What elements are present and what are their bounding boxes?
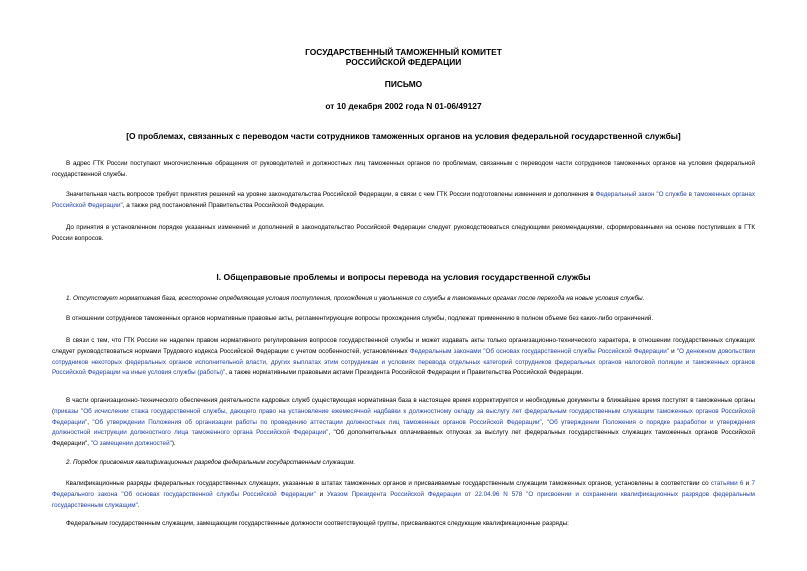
paragraph-4: 1. Отсутствует нормативная база, всесторонне определяющая условия поступления, прохождения и увольнения со службы в таможенных органах после перехода на новые условия службы.: [66, 295, 645, 302]
decree-link-qualification-ranks[interactable]: Указом Президента Российской Федерации от 22.04.96 N 578 "О присвоении и сохранении квалификационных разрядов федеральным государственным служащим": [52, 490, 755, 509]
order-link-job-instruction[interactable]: "Об утверждении Положения о порядке разработки и утверждения должностной инструкции должностного лица таможенного органа Российской Федерации": [52, 418, 756, 437]
law-link-state-service-basics[interactable]: Федеральным законами "Об основах государственной службы Российской Федерации": [409, 347, 669, 355]
paragraph-7: [52, 396, 755, 450]
paragraph-9: [52, 479, 755, 511]
law-link-article-6[interactable]: статьями 6: [710, 480, 744, 487]
paragraph-text: ).: [171, 440, 176, 448]
document-subject: [О проблемах, связанных с переводом части сотрудников таможенных органов на условия федеральной государственной службы]: [126, 131, 681, 141]
paragraph-text: и: [315, 490, 328, 498]
paragraph-text: .: [137, 501, 140, 509]
order-link-service-experience[interactable]: приказы "Об исчислении стажа государственной службы, дающего право на установление ежемесячной надбавки к должностному окладу за выслугу лет федеральным государственным служащим таможенных органов Российской Федерации": [52, 407, 755, 426]
paragraph-text: В части организационно-технического обеспечения деятельности кадровых служб существующая нормативная база в настоящее время корректируется и необходимые документы в ближайшее время поступят в таможенные органы (: [52, 397, 755, 415]
organization-name: ГОСУДАРСТВЕННЫЙ ТАМОЖЕННЫЙ КОМИТЕТ: [305, 47, 502, 57]
paragraph-5: В отношении сотрудников таможенных органов нормативные правовые акты, регламентирующие вопросы прохождения службы, подлежат применению в полном объеме без каких-либо ограничений.: [66, 315, 654, 322]
order-link-position-filling[interactable]: "О замещении должностей": [90, 440, 172, 448]
paragraph-text: , а также ряд постановлений Правительства Российской Федерации.: [122, 201, 325, 209]
paragraph-text: и: [668, 347, 677, 355]
paragraph-10: Федеральным государственным служащим, замещающим государственные должности соответствующей группы, присваиваются следующие квалификационные разряды:: [66, 520, 569, 527]
paragraph-text: , а также нормативными правовыми актами Президента Российской Федерации и Правительства Российской Федерации.: [225, 369, 584, 377]
paragraph-6: [52, 336, 755, 379]
paragraph-8: 2. Порядок присвоения квалификационных разрядов федеральным государственным служащим.: [66, 459, 356, 466]
law-link-customs-service[interactable]: Федеральный закон "О службе в таможенных органах Российской Федерации": [52, 191, 755, 209]
paragraph-text: и: [743, 480, 752, 487]
paragraph-text: Квалификационные разряды федеральных государственных служащих, указанные в штатах таможенных органов и присваиваемые государственным служащим таможенных органов, установлены в соответствии со: [66, 480, 711, 487]
paragraph-text: Значительная часть вопросов требует принятия решений на уровне законодательства Российской Федерации, в связи с чем ГТК России подготовлены изменения и дополнения в: [66, 191, 596, 198]
law-link-article-7[interactable]: 7 Федерального закона "Об основах государственной службы Российской Федерации": [52, 480, 755, 498]
paragraph-text: ,: [541, 418, 547, 426]
paragraph-2: [52, 190, 755, 212]
document-type: ПИСЬМО: [384, 79, 423, 89]
law-link-monetary-allowance[interactable]: "О денежном довольствии сотрудников некоторых федеральных органов исполнительной власти, других выплатах этим сотрудникам и условиях перевода отдельных категорий сотрудников федеральных органов налоговой полиции и таможенных органов Российской Федерации на иные условия службы (работы)": [52, 347, 755, 377]
paragraph-text: В связи с тем, что ГТК России не наделен правом нормативного регулирования вопросов государственной службы и может издавать акты только организационно-технического характера, в отношении государственных служащих следует руководствоваться нормами Трудового кодекса Российской Федерации с учетом особенностей, установленных: [52, 337, 755, 355]
document-date-number: от 10 декабря 2002 года N 01-06/49127: [325, 101, 482, 111]
order-link-attestation[interactable]: "Об утверждении Положения об организации работы по проведению аттестации должностных лиц таможенных органов Российской Федерации": [92, 418, 542, 426]
section-1-title: I. Общеправовые проблемы и вопросы перевода на условия государственной службы: [216, 272, 591, 282]
paragraph-text: , "Об дополнительных оплачиваемых отпусках за выслугу лет федеральных государственных служащих таможенных органов Российской Федерации",: [52, 429, 755, 448]
paragraph-3: До принятия в установленном порядке указанных изменений и дополнений в законодательство Российской Федерации следует руководствоваться следующими рекомендациями, сформированными на основе поступивших в ГТК России вопросов.: [52, 224, 755, 242]
paragraph-text: ,: [87, 418, 93, 426]
paragraph-1: В адрес ГТК России поступают многочисленные обращения от руководителей и должностных лиц таможенных органов по проблемам, связанным с переводом части сотрудников таможенных органов на условия федеральной государственной службы.: [52, 160, 755, 178]
organization-country: РОССИЙСКОЙ ФЕДЕРАЦИИ: [345, 57, 462, 67]
